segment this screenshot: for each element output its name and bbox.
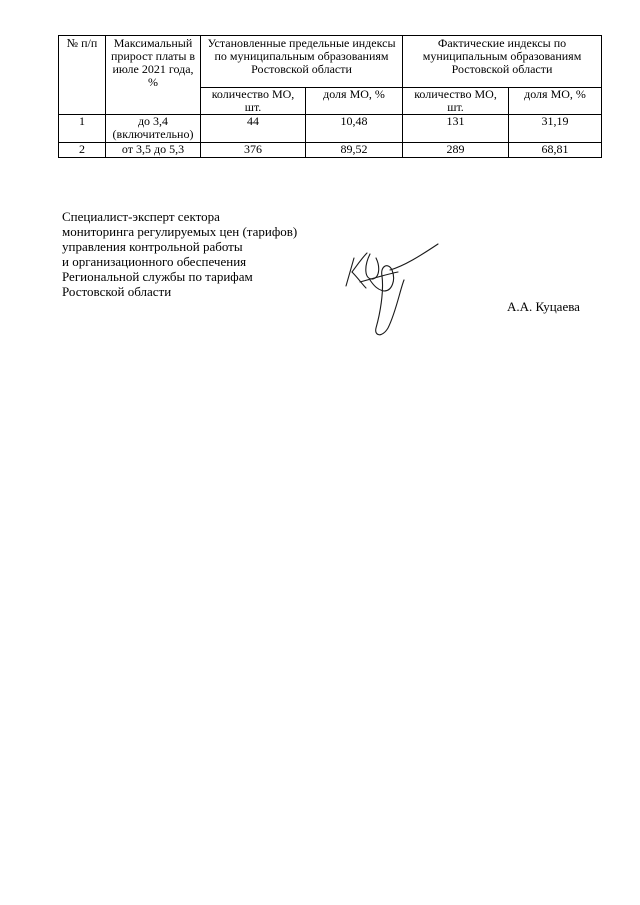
header-set-share: доля МО, % (306, 88, 403, 115)
header-max-growth: Максимальный прирост платы в июле 2021 года, % (106, 36, 201, 115)
row-actual-count: 289 (403, 143, 509, 158)
row-actual-share: 31,19 (509, 115, 602, 143)
table-row (59, 143, 602, 158)
position-line: Специалист-эксперт сектора (62, 209, 220, 224)
row-actual-count: 131 (403, 115, 509, 143)
header-set-indices: Установленные предельные индексы по муниципальным образованиям Ростовской области (201, 36, 403, 88)
header-num: № п/п (59, 36, 106, 115)
row-set-share: 89,52 (306, 143, 403, 158)
header-actual-indices: Фактические индексы по муниципальным образованиям Ростовской области (403, 36, 602, 88)
position-line: Ростовской области (62, 284, 172, 299)
position-line: и организационного обеспечения (62, 254, 247, 269)
row-num: 2 (59, 143, 106, 158)
row-set-count: 44 (201, 115, 306, 143)
row-num: 1 (59, 115, 106, 143)
handwritten-signature (340, 236, 450, 341)
row-set-share: 10,48 (306, 115, 403, 143)
signer-name: А.А. Куцаева (507, 299, 580, 314)
header-actual-share: доля МО, % (509, 88, 602, 115)
position-line: мониторинга регулируемых цен (тарифов) (62, 224, 298, 239)
row-set-count: 376 (201, 143, 306, 158)
position-line: Региональной службы по тарифам (62, 269, 253, 284)
row-range: от 3,5 до 5,3 (106, 143, 201, 158)
row-actual-share: 68,81 (509, 143, 602, 158)
table-row (59, 115, 602, 143)
signatory-position (62, 209, 297, 299)
header-actual-count: количество МО, шт. (403, 88, 509, 115)
header-set-count: количество МО, шт. (201, 88, 306, 115)
position-line: управления контрольной работы (62, 239, 243, 254)
row-range: до 3,4 (включительно) (106, 115, 201, 143)
indices-table (58, 35, 602, 158)
